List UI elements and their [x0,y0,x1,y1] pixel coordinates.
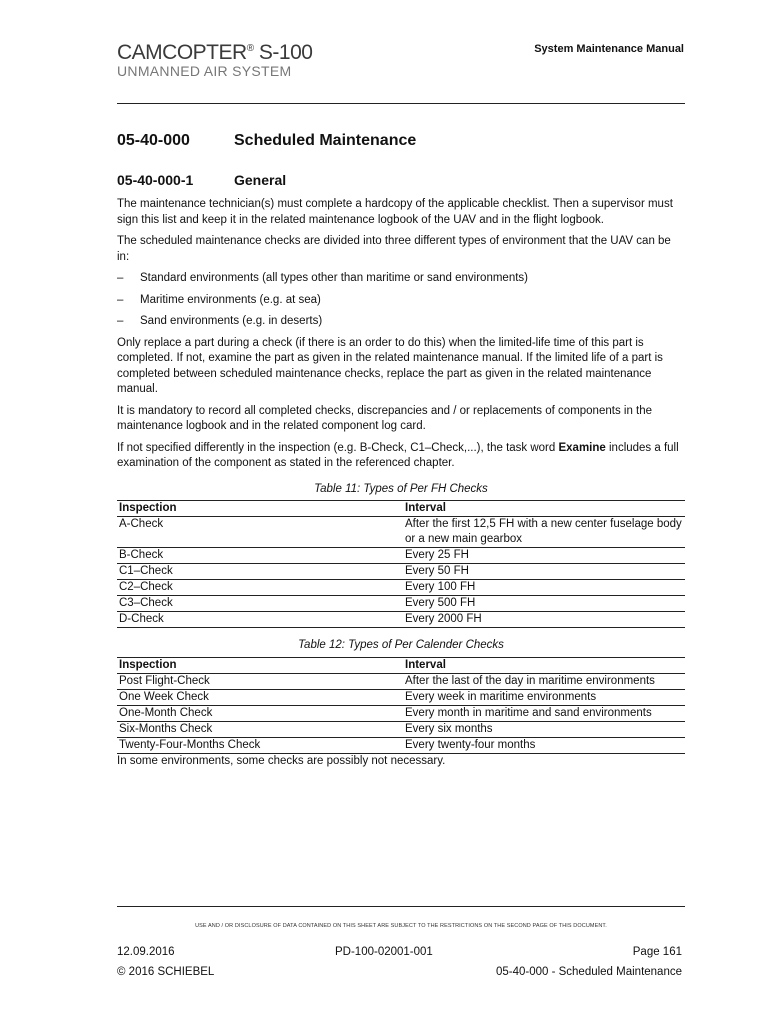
examine-text-before: If not specified differently in the inspection (e.g. B-Check, C1–Check,...), the task word [117,441,559,454]
inspection-cell: D-Check [117,612,403,628]
table-row [117,580,685,596]
inspection-cell: C3–Check [117,596,403,612]
environment-list [117,271,685,330]
brand-name: CAMCOPTER [117,41,247,64]
column-header-interval: Interval [403,501,685,517]
table-11-fh-checks [117,500,685,628]
column-header-inspection: Inspection [117,501,403,517]
table-row [117,564,685,580]
table-row [117,673,685,689]
interval-cell: Every 100 FH [403,580,685,596]
interval-cell: Every 500 FH [403,596,685,612]
closing-note: In some environments, some checks are possibly not necessary. [117,754,446,767]
subsection-number: 05-40-000-1 [117,172,194,188]
inspection-cell: B-Check [117,548,403,564]
interval-cell: Every 50 FH [403,564,685,580]
paragraph-environments: The scheduled maintenance checks are divided into three different types of environment that the UAV can be in: [117,235,671,263]
list-item-text: Standard environments (all types other than maritime or sand environments) [140,272,528,284]
inspection-cell: One Week Check [117,689,403,705]
interval-cell: Every month in maritime and sand environments [403,705,685,721]
table-row [117,548,685,564]
interval-cell: Every week in maritime environments [403,689,685,705]
inspection-cell: C2–Check [117,580,403,596]
table-row [117,517,685,548]
interval-cell: After the first 12,5 FH with a new center fuselage body or a new main gearbox [403,517,685,548]
list-item [117,314,685,330]
table-row [117,705,685,721]
paragraph-replace-part: Only replace a part during a check (if there is an order to do this) when the limited-life time of this part is completed. If not, examine the part as given in the related maintenance manual. If the limited life of a part is completed between scheduled maintenance checks, replace the part as given in the related maintenance manual. [117,336,663,395]
inspection-cell: Six-Months Check [117,721,403,737]
list-dash: – [117,315,124,327]
footer-section-ref: 05-40-000 - Scheduled Maintenance [495,966,682,978]
list-dash: – [117,272,124,284]
footer-doc-number: PD-100-02001-001 [335,946,433,958]
footer-page-number: Page 161 [632,946,682,958]
section-number: 05-40-000 [117,132,190,149]
disclosure-notice: USE AND / OR DISCLOSURE OF DATA CONTAINED ON THIS SHEET ARE SUBJECT TO THE RESTRICTIONS ON THE SECOND PAGE OF THIS DOCUMENT. [195,923,607,929]
brand-subtitle: UNMANNED AIR SYSTEM [117,63,292,79]
interval-cell: After the last of the day in maritime environments [403,673,685,689]
subsection-heading [117,172,286,188]
column-header-interval: Interval [403,657,685,673]
table-row [117,612,685,628]
section-heading [117,132,416,150]
interval-cell: Every 2000 FH [403,612,685,628]
brand-logo [117,42,312,78]
table-12-calendar-checks [117,657,685,754]
inspection-cell: A-Check [117,517,403,548]
list-item-text: Maritime environments (e.g. at sea) [140,293,321,306]
brand-title [117,42,312,64]
inspection-cell: One-Month Check [117,705,403,721]
table-12-caption: Table 12: Types of Per Calender Checks [298,639,504,651]
list-dash: – [117,293,124,306]
brand-model: S-100 [253,41,313,64]
paragraph-record: It is mandatory to record all completed checks, discrepancies and / or replacements of components in the maintenance logbook and in the related component log card. [117,404,653,432]
registered-mark: ® [246,43,254,54]
footer-divider [117,906,685,907]
examine-keyword: Examine [558,441,606,454]
examine-text-after: includes a full examination of the component as stated in the referenced chapter. [117,441,679,469]
footer-copyright: © 2016 SCHIEBEL [117,966,215,978]
table-header-row [117,501,685,517]
header-divider [117,103,685,104]
manual-title: System Maintenance Manual [534,43,684,55]
interval-cell: Every six months [403,721,685,737]
list-item-text: Sand environments (e.g. in deserts) [140,315,323,327]
paragraph-examine [117,441,685,472]
table-11-caption: Table 11: Types of Per FH Checks [314,482,488,495]
column-header-inspection: Inspection [117,657,403,673]
interval-cell: Every twenty-four months [403,737,685,753]
interval-cell: Every 25 FH [403,548,685,564]
table-row [117,596,685,612]
body-content [117,197,685,775]
table-row [117,721,685,737]
inspection-cell: C1–Check [117,564,403,580]
table-header-row [117,657,685,673]
table-row [117,689,685,705]
table-row [117,737,685,753]
section-title: Scheduled Maintenance [234,132,417,149]
inspection-cell: Post Flight-Check [117,673,403,689]
list-item [117,271,685,287]
subsection-title: General [234,172,287,188]
paragraph-checklist: The maintenance technician(s) must complete a hardcopy of the applicable checklist. Then a supervisor must sign this list and keep it in the related maintenance logbook of the UAV and in the flight logbook. [117,198,673,226]
list-item [117,293,685,309]
footer-date: 12.09.2016 [117,946,175,958]
inspection-cell: Twenty-Four-Months Check [117,737,403,753]
